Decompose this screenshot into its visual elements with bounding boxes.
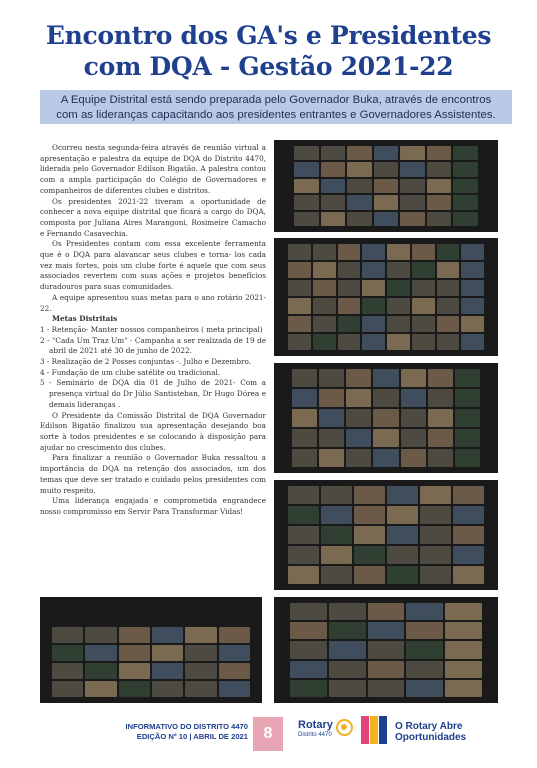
participant-tile xyxy=(319,449,344,467)
participant-tile xyxy=(455,449,480,467)
participant-tile xyxy=(445,603,482,620)
participant-tile xyxy=(354,506,385,524)
meta-item: 2 - "Cada Um Traz Um" - Campanha a ser realizada de 19 de abril de 2021 até 30 de junho de 2022. xyxy=(40,335,266,356)
participant-tile xyxy=(420,506,451,524)
page-number: 8 xyxy=(253,717,283,751)
participant-tile xyxy=(52,663,83,679)
participant-tile xyxy=(294,179,319,193)
participant-tile xyxy=(455,369,480,387)
participant-tile xyxy=(338,280,361,296)
participant-tile xyxy=(368,622,405,639)
paragraph: Os presidentes 2021-22 tiveram a oportunidade de conhecer a nova equipe distrital que ficará a cargo do DQA, composta por Juliana Aires Marangoni, Rosimeire Camacho e Fernando Casavechia. xyxy=(40,196,266,238)
participant-tile xyxy=(290,680,327,697)
participant-tile xyxy=(319,429,344,447)
participant-tile xyxy=(406,603,443,620)
rotary-logo xyxy=(298,719,333,740)
theme-logo-text xyxy=(395,721,466,743)
participant-tile xyxy=(52,645,83,661)
edition-info: EDIÇÃO Nº 10 | ABRIL DE 2021 xyxy=(136,732,248,741)
participant-tile xyxy=(445,622,482,639)
participant-tile xyxy=(373,429,398,447)
participant-tile xyxy=(347,146,372,160)
participant-tile xyxy=(185,681,216,697)
participant-tile xyxy=(185,645,216,661)
participant-tile xyxy=(294,162,319,176)
participant-tile xyxy=(52,627,83,643)
participant-tile xyxy=(321,162,346,176)
participant-tile xyxy=(373,389,398,407)
participant-tile xyxy=(219,663,250,679)
participant-tile xyxy=(329,661,366,678)
participant-tile xyxy=(373,369,398,387)
participant-tile xyxy=(437,298,460,314)
video-call-photo-1 xyxy=(274,140,498,232)
participant-tile xyxy=(453,566,484,584)
participant-tile xyxy=(185,627,216,643)
participant-tile xyxy=(412,244,435,260)
participant-tile xyxy=(288,566,319,584)
newsletter-title: INFORMATIVO DO DISTRITO 4470 xyxy=(125,722,248,731)
participant-tile xyxy=(428,389,453,407)
participant-tile xyxy=(119,627,150,643)
participant-tile xyxy=(354,486,385,504)
participant-tile xyxy=(461,262,484,278)
participant-tile xyxy=(329,680,366,697)
page-title xyxy=(0,20,537,82)
participant-tile xyxy=(290,603,327,620)
video-call-photo-5 xyxy=(40,597,262,703)
participant-tile xyxy=(387,546,418,564)
participant-tile xyxy=(453,179,478,193)
participant-tile xyxy=(461,280,484,296)
participant-tile xyxy=(412,298,435,314)
participant-tile xyxy=(387,486,418,504)
participant-tile xyxy=(373,409,398,427)
participant-tile xyxy=(346,449,371,467)
video-call-photo-6 xyxy=(274,597,498,703)
participant-tile xyxy=(437,316,460,332)
participant-tile xyxy=(400,146,425,160)
participant-tile xyxy=(387,526,418,544)
title-line-2: com DQA - Gestão 2021-22 xyxy=(83,52,454,81)
participant-tile xyxy=(119,663,150,679)
participant-tile xyxy=(152,645,183,661)
theme-line-2: Oportunidades xyxy=(395,732,467,743)
participant-tile xyxy=(368,661,405,678)
participant-tile xyxy=(319,369,344,387)
participant-tile xyxy=(313,298,336,314)
participant-tile xyxy=(292,429,317,447)
participant-tile xyxy=(455,429,480,447)
participant-tile xyxy=(313,334,336,350)
participant-tile xyxy=(329,641,366,658)
metas-list xyxy=(40,325,266,411)
article-body xyxy=(40,143,266,518)
metas-heading: Metas Distritais xyxy=(52,314,118,324)
participant-tile xyxy=(288,262,311,278)
participant-tile xyxy=(368,603,405,620)
participant-tile xyxy=(321,506,352,524)
participant-tile xyxy=(453,526,484,544)
participant-tile xyxy=(374,195,399,209)
participant-tile xyxy=(288,334,311,350)
rotary-name: Rotary xyxy=(298,719,333,731)
participant-tile xyxy=(461,316,484,332)
participant-tile xyxy=(406,622,443,639)
participant-tile xyxy=(362,262,385,278)
participant-tile xyxy=(292,449,317,467)
participant-tile xyxy=(387,280,410,296)
participant-tile xyxy=(354,566,385,584)
participant-tile xyxy=(427,146,452,160)
participant-tile xyxy=(412,316,435,332)
participant-tile xyxy=(288,244,311,260)
participant-tile xyxy=(338,334,361,350)
participant-tile xyxy=(362,244,385,260)
participant-tile xyxy=(290,661,327,678)
participant-tile xyxy=(427,162,452,176)
participant-tile xyxy=(321,212,346,226)
participant-tile xyxy=(85,645,116,661)
paragraph: Uma liderança engajada e comprometida engrandece nosso compromisso em Servir Para Transformar Vidas! xyxy=(40,496,266,516)
participant-tile xyxy=(428,369,453,387)
participant-tile xyxy=(401,429,426,447)
banner-line-2: com as lideranças capacitando aos presidentes entrantes e Governadores Assistentes. xyxy=(56,109,496,121)
participant-tile xyxy=(321,195,346,209)
participant-tile xyxy=(288,298,311,314)
participant-tile xyxy=(437,334,460,350)
participant-tile xyxy=(152,627,183,643)
participant-tile xyxy=(347,179,372,193)
participant-tile xyxy=(453,195,478,209)
participant-tile xyxy=(288,280,311,296)
paragraph: Os Presidentes contam com essa excelente ferramenta que é o DQA para alavancar seus clubes e torna- los cada vez mais fortes, pois um clube forte é aquele que com seus associados revertem com suas ações e projetos benefícios duradouros para suas comunidades. xyxy=(40,239,266,292)
participant-tile xyxy=(461,298,484,314)
participant-tile xyxy=(321,526,352,544)
participant-tile xyxy=(219,681,250,697)
participant-tile xyxy=(354,526,385,544)
participant-tile xyxy=(347,212,372,226)
participant-tile xyxy=(321,566,352,584)
participant-tile xyxy=(387,244,410,260)
participant-tile xyxy=(400,179,425,193)
participant-tile xyxy=(368,641,405,658)
participant-tile xyxy=(387,298,410,314)
participant-tile xyxy=(85,681,116,697)
participant-tile xyxy=(420,546,451,564)
participant-tile xyxy=(455,389,480,407)
open-doors-icon xyxy=(361,716,387,744)
participant-tile xyxy=(453,506,484,524)
meta-item: 3 - Realização de 2 Posses conjuntas -. Julho e Dezembro. xyxy=(40,357,252,367)
participant-tile xyxy=(387,566,418,584)
participant-tile xyxy=(412,334,435,350)
participant-tile xyxy=(453,212,478,226)
participant-tile xyxy=(294,195,319,209)
participant-tile xyxy=(347,195,372,209)
participant-tile xyxy=(362,298,385,314)
participant-tile xyxy=(427,179,452,193)
participant-tile xyxy=(321,179,346,193)
video-call-photo-2 xyxy=(274,238,498,356)
participant-tile xyxy=(354,546,385,564)
participant-tile xyxy=(288,506,319,524)
participant-tile xyxy=(400,162,425,176)
participant-tile xyxy=(427,195,452,209)
participant-tile xyxy=(294,146,319,160)
participant-tile xyxy=(374,146,399,160)
participant-tile xyxy=(85,663,116,679)
participant-tile xyxy=(455,409,480,427)
participant-tile xyxy=(362,316,385,332)
participant-tile xyxy=(338,316,361,332)
video-call-photo-4 xyxy=(274,480,498,590)
participant-tile xyxy=(152,663,183,679)
participant-tile xyxy=(428,409,453,427)
participant-tile xyxy=(401,409,426,427)
paragraph: Para finalizar a reunião o Governador Buka ressaltou a importância do DQA na retenção dos associados, um dos temas que deve ser tratado e cuidado pelos presidentes com muito respeito. xyxy=(40,453,266,495)
paragraph: Ocorreu nesta segunda-feira através de reunião virtual a apresentação e palestra da equipe de DQA do Distrito 4470, liderada pelo Governador Edilson Bigatão. A palestra contou com a ampla participação do Colégio de Governadores e companheiros de diferentes clubes e distritos. xyxy=(40,143,266,195)
participant-tile xyxy=(319,389,344,407)
participant-tile xyxy=(152,681,183,697)
meta-item: 1 - Retenção- Manter nossos companheiros ( meta principal) xyxy=(40,324,263,334)
participant-tile xyxy=(329,622,366,639)
participant-tile xyxy=(362,334,385,350)
participant-tile xyxy=(400,195,425,209)
participant-tile xyxy=(461,334,484,350)
participant-tile xyxy=(420,486,451,504)
participant-tile xyxy=(290,641,327,658)
theme-line-1: O Rotary Abre xyxy=(395,721,463,732)
participant-tile xyxy=(453,146,478,160)
participant-tile xyxy=(85,627,116,643)
participant-tile xyxy=(373,449,398,467)
participant-tile xyxy=(420,526,451,544)
participant-tile xyxy=(374,179,399,193)
participant-tile xyxy=(347,162,372,176)
participant-tile xyxy=(321,486,352,504)
participant-tile xyxy=(412,280,435,296)
participant-tile xyxy=(346,429,371,447)
participant-tile xyxy=(445,661,482,678)
participant-tile xyxy=(219,627,250,643)
participant-tile xyxy=(437,280,460,296)
participant-tile xyxy=(288,316,311,332)
participant-tile xyxy=(321,146,346,160)
subtitle-banner xyxy=(40,90,512,124)
newsletter-info xyxy=(40,722,248,742)
participant-tile xyxy=(387,334,410,350)
participant-tile xyxy=(338,244,361,260)
participant-tile xyxy=(428,449,453,467)
rotary-wheel-icon xyxy=(336,719,353,736)
participant-tile xyxy=(313,244,336,260)
participant-tile xyxy=(346,369,371,387)
participant-tile xyxy=(290,622,327,639)
participant-tile xyxy=(374,162,399,176)
participant-tile xyxy=(461,244,484,260)
participant-tile xyxy=(313,316,336,332)
participant-tile xyxy=(346,409,371,427)
participant-tile xyxy=(321,546,352,564)
title-line-1: Encontro dos GA's e Presidentes xyxy=(45,21,492,50)
participant-tile xyxy=(437,262,460,278)
participant-tile xyxy=(406,641,443,658)
participant-tile xyxy=(319,409,344,427)
participant-tile xyxy=(329,603,366,620)
paragraph: O Presidente da Comissão Distrital de DQA Governador Edilson Bigatão finalizou sua apresentação desejando boa sorte à todos presidentes e se colocando à disposição para ajudar no crescimento dos clubes. xyxy=(40,410,266,452)
participant-tile xyxy=(219,645,250,661)
participant-tile xyxy=(346,389,371,407)
participant-tile xyxy=(437,244,460,260)
participant-tile xyxy=(412,262,435,278)
participant-tile xyxy=(338,262,361,278)
participant-tile xyxy=(313,262,336,278)
participant-tile xyxy=(401,369,426,387)
participant-tile xyxy=(387,506,418,524)
participant-tile xyxy=(401,449,426,467)
participant-tile xyxy=(453,486,484,504)
participant-tile xyxy=(374,212,399,226)
participant-tile xyxy=(119,681,150,697)
participant-tile xyxy=(288,486,319,504)
participant-tile xyxy=(288,546,319,564)
participant-tile xyxy=(119,645,150,661)
participant-tile xyxy=(387,316,410,332)
participant-tile xyxy=(453,162,478,176)
participant-tile xyxy=(185,663,216,679)
participant-tile xyxy=(406,680,443,697)
paragraph: A equipe apresentou suas metas para o ano rotário 2021-22. xyxy=(40,292,266,313)
participant-tile xyxy=(52,681,83,697)
participant-tile xyxy=(292,369,317,387)
participant-tile xyxy=(294,212,319,226)
participant-tile xyxy=(288,526,319,544)
participant-tile xyxy=(362,280,385,296)
participant-tile xyxy=(368,680,405,697)
participant-tile xyxy=(313,280,336,296)
participant-tile xyxy=(338,298,361,314)
participant-tile xyxy=(445,641,482,658)
rotary-district: Distrito 4470 xyxy=(298,732,332,738)
meta-item: 5 - Seminário de DQA dia 01 de Julho de 2021- Com a presença virtual do Dr Júlio Santisteban, Dr Hugo Dórea e demais lideranças . xyxy=(40,378,266,409)
participant-tile xyxy=(387,262,410,278)
participant-tile xyxy=(401,389,426,407)
participant-tile xyxy=(453,546,484,564)
participant-tile xyxy=(420,566,451,584)
participant-tile xyxy=(406,661,443,678)
participant-tile xyxy=(427,212,452,226)
participant-tile xyxy=(292,409,317,427)
banner-line-1: A Equipe Distrital está sendo preparada pelo Governador Buka, através de encontros xyxy=(60,94,492,106)
participant-tile xyxy=(292,389,317,407)
meta-item: 4 - Fundação de um clube satélite ou tradicional. xyxy=(40,367,221,377)
participant-tile xyxy=(400,212,425,226)
video-call-photo-3 xyxy=(274,363,498,473)
participant-tile xyxy=(445,680,482,697)
participant-tile xyxy=(428,429,453,447)
